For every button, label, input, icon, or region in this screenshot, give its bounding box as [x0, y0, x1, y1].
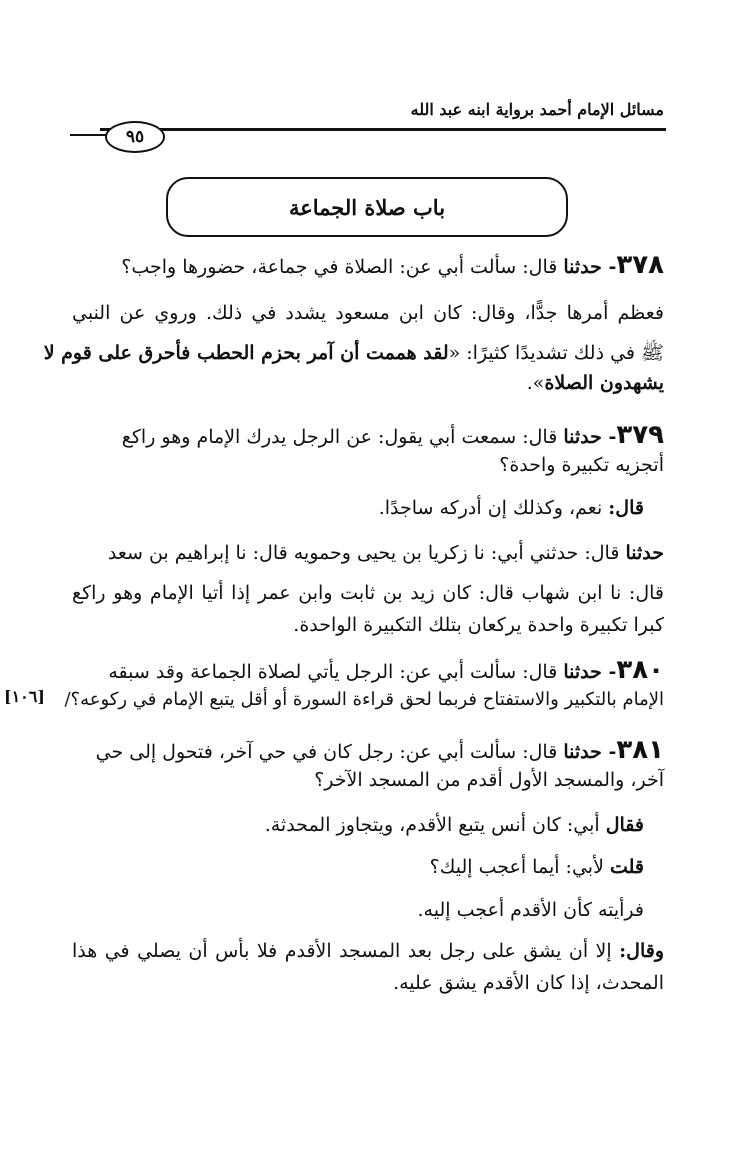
issue-379-line-2: أتجزيه تكبيرة واحدة؟: [499, 454, 664, 476]
issue-lead: - حدثنا: [563, 741, 617, 763]
chapter-title-box: [166, 177, 568, 237]
page-number-connector: [70, 134, 110, 136]
issue-378-line-1: [121, 250, 664, 282]
margin-page-note: [١٠٦]: [4, 687, 45, 706]
text-span: ﷺ في ذلك تشديدًا كثيرًا: «: [448, 342, 664, 364]
header-rule: [100, 128, 666, 131]
answer-text: أبي: كان أنس يتبع الأقدم، ويتجاوز المحدثة.: [264, 814, 600, 836]
issue-lead: - حدثنا: [563, 256, 617, 278]
issue-378-line-2: فعظم أمرها جدًّا، وقال: كان ابن مسعود يشدد في ذلك. وروي عن النبي: [72, 302, 664, 324]
issue-381-line-1: [96, 735, 664, 767]
issue-text: قال: سألت أبي عن: الرجل يأتي لصلاة الجماعة وقد سبقه: [108, 661, 558, 683]
issue-381-question: [430, 852, 644, 882]
running-title: مسائل الإمام أحمد برواية ابنه عبد الله: [410, 100, 664, 119]
issue-380-line-2: الإمام بالتكبير والاستفتاح فربما لحق قراءة السورة أو أقل يتبع الإمام في ركوعه؟/: [64, 689, 664, 710]
issue-text: قال: سألت أبي عن: الصلاة في جماعة، حضورها واجب؟: [121, 256, 558, 278]
issue-number: ٣٨١: [616, 735, 664, 765]
hadith-lead: حدثنا: [625, 542, 664, 564]
answer-text: نعم، وكذلك إن أدركه ساجدًا.: [378, 497, 603, 519]
hadith-text: لقد هممت أن آمر بحزم الحطب فأحرق على قوم لا: [43, 342, 449, 364]
issue-379-hadith-line-3: كبرا تكبيرة واحدة يركعان بتلك التكبيرة الواحدة.: [293, 614, 664, 636]
issue-number: ٣٨٠: [616, 655, 664, 685]
issue-379-line-1: [122, 420, 664, 452]
issue-381-line-2: آخر، والمسجد الأول أقدم من المسجد الآخر؟: [314, 769, 664, 791]
issue-lead: - حدثنا: [563, 661, 617, 683]
issue-381-answer-3-line-1: [72, 936, 664, 966]
issue-number: ٣٧٩: [616, 420, 664, 450]
issue-381-answer-2: فرأيته كأن الأقدم أعجب إليه.: [417, 899, 644, 921]
answer-text: إلا أن يشق على رجل بعد المسجد الأقدم فلا بأس أن يصلي في هذا: [72, 940, 612, 962]
text-span: ».: [526, 372, 545, 394]
hadith-chain: قال: حدثني أبي: نا زكريا بن يحيى وحمويه قال: نا إبراهيم بن سعد: [107, 542, 620, 564]
issue-381-answer-3-line-2: المحدث، إذا كان الأقدم يشق عليه.: [393, 972, 664, 994]
chapter-title: باب صلاة الجماعة: [288, 194, 446, 220]
issue-text: قال: سمعت أبي يقول: عن الرجل يدرك الإمام وهو راكع: [121, 426, 558, 448]
question-text: لأبي: أيما أعجب إليك؟: [429, 856, 604, 878]
hadith-text: يشهدون الصلاة: [544, 372, 664, 394]
issue-379-answer: [379, 493, 644, 523]
issue-text: قال: سألت أبي عن: رجل كان في حي آخر، فتحول إلى حي: [95, 741, 558, 763]
question-lead: قلت: [609, 856, 644, 878]
issue-380-line-1: [108, 655, 664, 687]
answer-lead: فقال: [605, 814, 644, 836]
issue-378-line-4: [527, 368, 664, 398]
issue-379-hadith-line-1: [108, 538, 664, 568]
issue-lead: - حدثنا: [563, 426, 617, 448]
answer-lead: قال:: [608, 497, 644, 519]
issue-381-answer-1: [265, 810, 644, 840]
issue-378-line-3: [44, 338, 664, 368]
page-number: ٩٥: [105, 121, 165, 153]
answer-lead: وقال:: [619, 940, 664, 962]
issue-379-hadith-line-2: قال: نا ابن شهاب قال: كان زيد بن ثابت وابن عمر إذا أتيا الإمام وهو راكع: [72, 582, 664, 604]
issue-number: ٣٧٨: [616, 250, 664, 280]
